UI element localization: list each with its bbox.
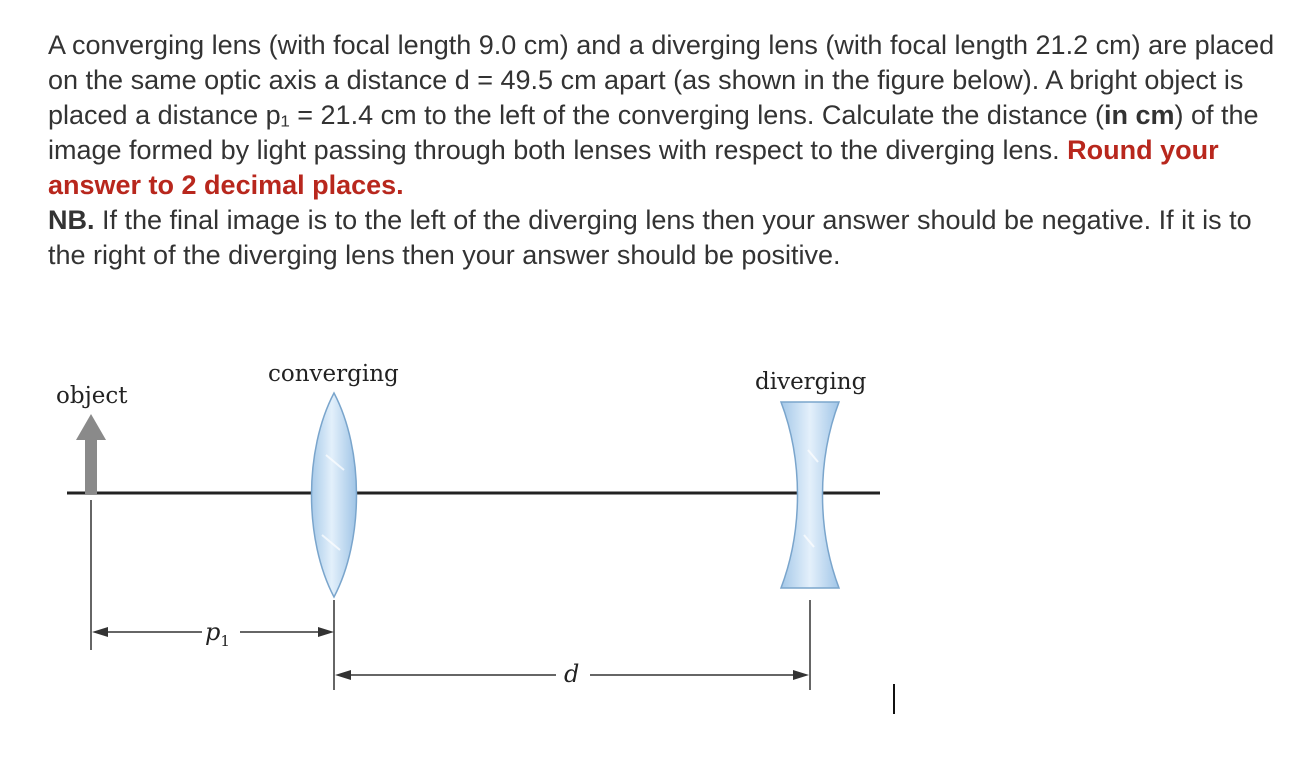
problem-intro-end: ) of the image formed by light passing through both lenses with respect to the diverging lens. xyxy=(48,100,1259,165)
rounding-instruction: Round your answer to 2 decimal places. xyxy=(48,135,1219,200)
converging-label: converging xyxy=(268,361,399,387)
object-arrow xyxy=(76,414,106,494)
nb-label: NB. xyxy=(48,205,95,235)
converging-lens xyxy=(312,393,357,597)
diverging-lens xyxy=(781,402,839,588)
d-label: d xyxy=(564,660,580,688)
diverging-label: diverging xyxy=(755,369,867,395)
p1-symbol: p xyxy=(205,618,221,646)
problem-intro: A converging lens (with focal length 9.0 cm) and a diverging lens (with focal length 21.2 cm) are placed on the same optic axis a distance d = 49.5 cm apart (as shown in the figure below). A bright object is placed a distance p₁ = 21.4 cm to the left of the converging lens. Calculate the distance ( xyxy=(48,30,1275,130)
p1-subscript: 1 xyxy=(220,632,230,650)
p1-label xyxy=(205,618,230,650)
object-label: object xyxy=(56,383,128,409)
problem-units-emphasis: in cm xyxy=(1104,100,1175,130)
nb-text: If the final image is to the left of the diverging lens then your answer should be negative. If it is to the right of the diverging lens then your answer should be positive. xyxy=(48,205,1252,270)
